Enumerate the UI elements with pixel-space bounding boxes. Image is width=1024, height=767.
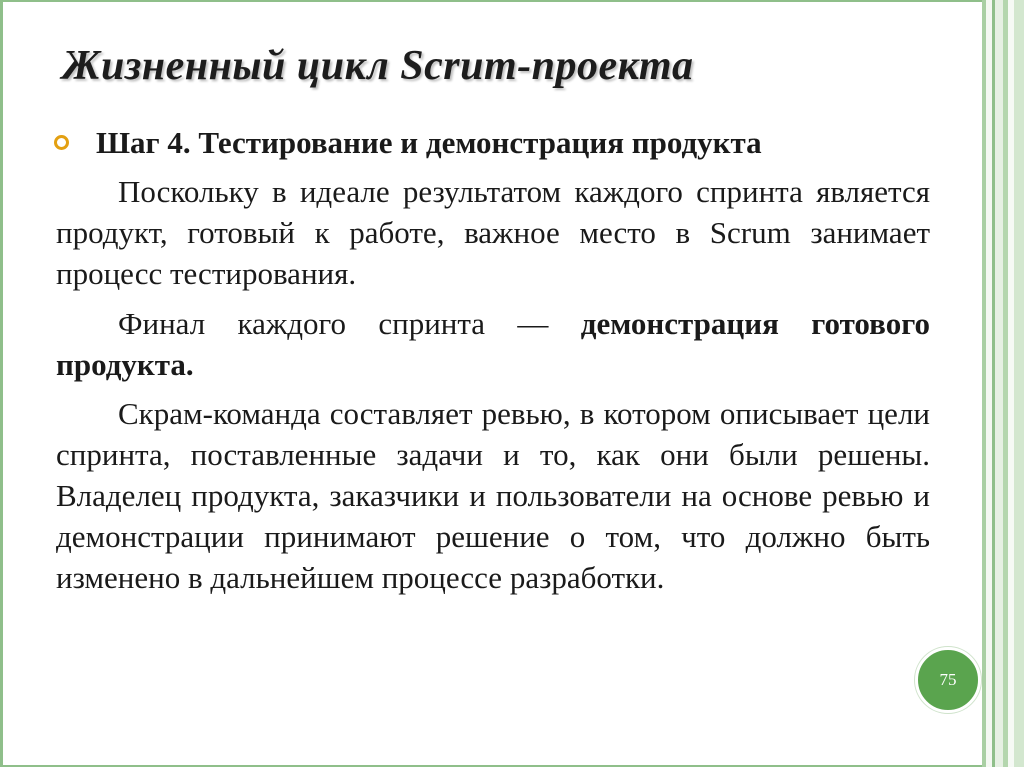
frame-left-border [0, 0, 3, 767]
paragraph-review: Скрам-команда составляет ревью, в котором описывает цели спринта, поставленные задачи и то, как они были решены. Владелец продукта, заказчики и пользователи на основе ревью и демонстрации принимают решение о том, что должно быть изменено в дальнейшем процессе разработки. [56, 396, 930, 595]
circle-bullet-icon [54, 135, 69, 150]
page-number-badge: 75 [915, 647, 981, 713]
bullet-heading [56, 122, 930, 163]
decorative-stripes [982, 0, 1024, 767]
paragraph-final-normal: Финал каждого спринта — [118, 306, 581, 341]
slide-title: Жизненный цикл Scrum-проекта [62, 43, 694, 89]
slide-content [56, 122, 930, 598]
frame-top-border [0, 0, 990, 2]
paragraph-testing: Поскольку в идеале результатом каждого спринта является продукт, готовый к работе, важное место в Scrum занимает процесс тестирования. [56, 174, 930, 291]
bullet-heading-text: Шаг 4. Тестирование и демонстрация продукта [96, 125, 762, 160]
paragraph-final [56, 303, 930, 385]
paragraph-final-bold: демонстрация готового продукта. [56, 306, 930, 382]
